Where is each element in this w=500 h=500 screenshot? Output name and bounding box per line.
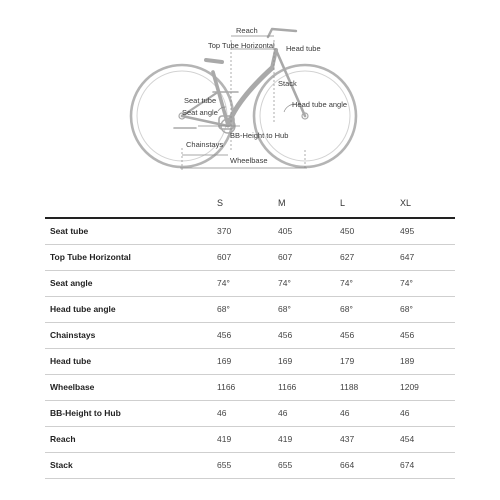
size-header-s: S [217, 198, 224, 208]
row-label: Wheelbase [50, 382, 95, 392]
row-label: Chainstays [50, 330, 96, 340]
cell-value: 454 [400, 434, 415, 444]
row-label: Head tube [50, 356, 92, 366]
label-chainstays: Chainstays [186, 140, 224, 149]
size-header-xl: XL [400, 198, 412, 208]
cell-value: 627 [340, 252, 355, 262]
label-bb-height-to-hub: BB-Height to Hub [230, 131, 289, 140]
cell-value: 456 [217, 330, 232, 340]
bike-geometry-diagram [0, 0, 500, 172]
cell-value: 647 [400, 252, 415, 262]
cell-value: 1188 [340, 382, 359, 392]
row-label: Seat tube [50, 226, 89, 236]
cell-value: 456 [278, 330, 293, 340]
row-label: Reach [50, 434, 76, 444]
label-head-tube: Head tube [286, 44, 321, 53]
cell-value: 456 [400, 330, 415, 340]
cell-value: 419 [217, 434, 232, 444]
table-row [45, 323, 455, 349]
cell-value: 74° [340, 278, 353, 288]
row-label: Stack [50, 460, 73, 470]
cell-value: 74° [400, 278, 413, 288]
label-stack: Stack [278, 79, 297, 88]
cell-value: 456 [340, 330, 355, 340]
cell-value: 495 [400, 226, 415, 236]
cell-value: 74° [217, 278, 230, 288]
label-head-tube-angle: Head tube angle [292, 100, 348, 109]
label-wheelbase: Wheelbase [230, 156, 268, 165]
cell-value: 1166 [217, 382, 236, 392]
geometry-table [45, 190, 455, 479]
cell-value: 607 [278, 252, 293, 262]
size-header-l: L [340, 198, 346, 208]
cell-value: 370 [217, 226, 232, 236]
row-label: Top Tube Horizontal [50, 252, 131, 262]
table-row [45, 245, 455, 271]
label-reach: Reach [236, 26, 258, 35]
label-top-tube-horizontal: Top Tube Horizontal [208, 41, 275, 50]
table-row [45, 427, 455, 453]
label-seat-angle: Seat angle [182, 108, 218, 117]
cell-value: 674 [400, 460, 415, 470]
cell-value: 74° [278, 278, 291, 288]
cell-value: 68° [217, 304, 230, 314]
cell-value: 46 [278, 408, 288, 418]
cell-value: 68° [278, 304, 291, 314]
cell-value: 179 [340, 356, 355, 366]
cell-value: 46 [340, 408, 350, 418]
cell-value: 169 [278, 356, 293, 366]
table-row [45, 401, 455, 427]
cell-value: 1166 [278, 382, 297, 392]
row-label: BB-Height to Hub [50, 408, 121, 418]
cell-value: 664 [340, 460, 355, 470]
cell-value: 437 [340, 434, 355, 444]
table-row [45, 349, 455, 375]
row-label: Seat angle [50, 278, 93, 288]
cell-value: 607 [217, 252, 232, 262]
cell-value: 419 [278, 434, 293, 444]
cell-value: 68° [400, 304, 413, 314]
table-row [45, 297, 455, 323]
cell-value: 46 [400, 408, 410, 418]
cell-value: 450 [340, 226, 355, 236]
table-header-row [45, 190, 455, 219]
table-row [45, 453, 455, 479]
cell-value: 405 [278, 226, 293, 236]
cell-value: 169 [217, 356, 232, 366]
cell-value: 655 [278, 460, 293, 470]
size-header-m: M [278, 198, 286, 208]
cell-value: 655 [217, 460, 232, 470]
table-row [45, 219, 455, 245]
cell-value: 189 [400, 356, 415, 366]
cell-value: 46 [217, 408, 227, 418]
table-row [45, 375, 455, 401]
cell-value: 68° [340, 304, 353, 314]
cell-value: 1209 [400, 382, 419, 392]
label-seat-tube: Seat tube [184, 96, 217, 105]
table-row [45, 271, 455, 297]
row-label: Head tube angle [50, 304, 116, 314]
